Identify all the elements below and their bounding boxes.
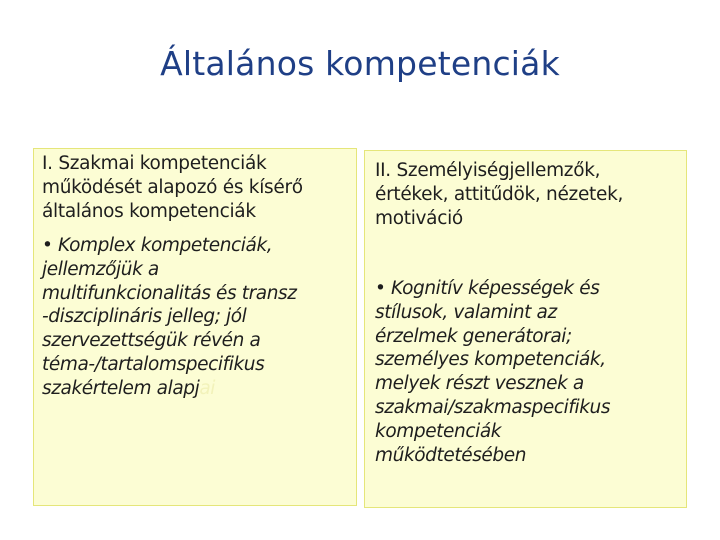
left-bullet-line: téma-/tartalomspecifikus <box>42 353 265 375</box>
right-bullet-line: melyek részt vesznek a <box>375 373 584 395</box>
left-heading-line: I. Szakmai kompetenciák <box>42 153 267 174</box>
right-bullet-line: működtetésében <box>375 444 527 466</box>
left-bullet-line-last <box>42 377 297 401</box>
left-bullet-line: multifunkcionalitás és transz <box>42 282 297 304</box>
left-bullet-last-faded: ai <box>199 377 216 399</box>
right-bullet-line: szakmai/szakmaspecifikus <box>375 396 611 418</box>
right-bullet-line: stílusok, valamint az <box>375 301 557 323</box>
left-bullet-last-main: szakértelem alapj <box>42 377 200 399</box>
left-heading-line: általános kompetenciák <box>42 201 256 222</box>
left-bullet <box>42 234 297 401</box>
slide-title: Általános kompetenciák <box>160 44 560 83</box>
right-bullet-line: érzelmek generátorai; <box>375 325 572 347</box>
left-heading-line: működését alapozó és kísérő <box>42 177 303 198</box>
right-bullet <box>375 277 610 467</box>
right-heading-line: értékek, attitűdök, nézetek, <box>375 184 624 205</box>
right-bullet-line: személyes kompetenciák, <box>375 349 606 371</box>
left-panel <box>33 148 357 506</box>
right-bullet-line: kompetenciák <box>375 420 502 442</box>
right-heading-line: II. Személyiségjellemzők, <box>375 160 601 181</box>
left-bullet-line: jellemzőjük a <box>42 258 159 280</box>
left-heading <box>42 152 303 224</box>
right-heading-line: motiváció <box>375 208 463 229</box>
right-bullet-line: • Kognitív képességek és <box>375 278 600 299</box>
left-bullet-line: • Komplex kompetenciák, <box>42 235 273 256</box>
left-bullet-line: -diszciplináris jelleg; jól <box>42 306 247 328</box>
left-bullet-line: szervezettségük révén a <box>42 330 261 352</box>
right-heading <box>375 159 623 231</box>
right-panel <box>364 150 687 508</box>
